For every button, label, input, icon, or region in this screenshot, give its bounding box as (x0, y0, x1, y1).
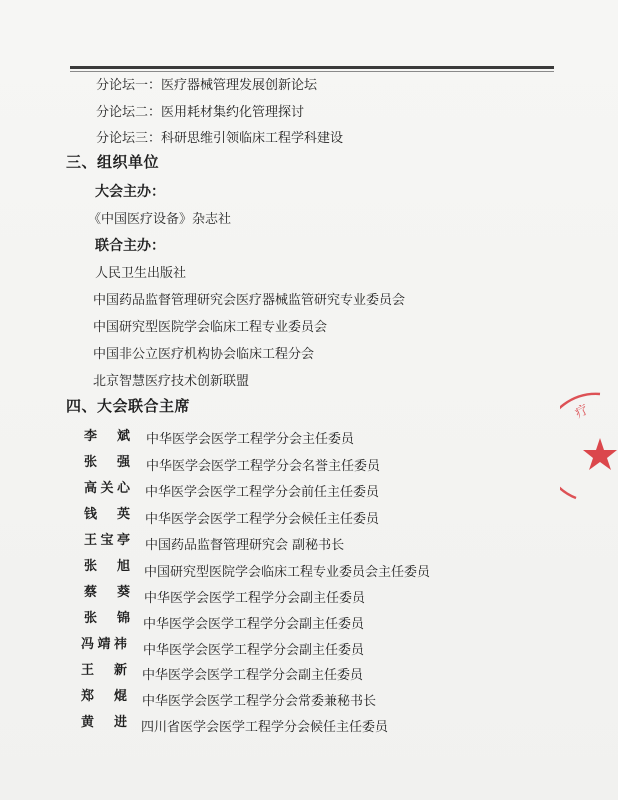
member-name: 冯靖祎 (81, 637, 127, 652)
co-host-4: 中国非公立医疗机构协会临床工程分会 (93, 347, 315, 362)
member-role: 中华医学会医学工程学分会主任委员 (146, 432, 355, 447)
forum-2-text: 医用耗材集约化管理探讨 (161, 105, 305, 120)
seal-star-icon (583, 438, 617, 470)
member-role: 中华医学会医学工程学分会候任主任委员 (145, 512, 380, 527)
co-host-5: 北京智慧医疗技术创新联盟 (93, 374, 250, 389)
member-role: 中华医学会医学工程学分会前任主任委员 (145, 485, 380, 500)
section-3-heading: 三、组织单位 (66, 153, 160, 171)
member-name: 张锦 (84, 611, 130, 626)
header-rule (70, 66, 554, 69)
co-host-label: 联合主办： (95, 238, 165, 254)
member-role: 中国研究型医院学会临床工程专业委员会主任委员 (144, 565, 431, 580)
co-host-2: 中国药品监督管理研究会医疗器械监管研究专业委员会 (93, 293, 406, 308)
co-host-3: 中国研究型医院学会临床工程专业委员会 (93, 320, 328, 335)
forum-3-label: 分论坛三： (96, 131, 162, 146)
forum-1-text: 医疗器械管理发展创新论坛 (161, 78, 318, 93)
forum-2-label: 分论坛二： (96, 105, 162, 120)
member-name: 黄进 (81, 715, 127, 730)
forum-1-label: 分论坛一： (96, 78, 162, 93)
forum-3 (96, 127, 343, 146)
member-name: 王新 (81, 663, 127, 678)
forum-2 (96, 101, 304, 120)
member-name: 蔡葵 (84, 585, 130, 600)
member-role: 中华医学会医学工程学分会常委兼秘书长 (142, 694, 377, 709)
member-role: 中华医学会医学工程学分会副主任委员 (143, 643, 365, 658)
host-label: 大会主办： (95, 184, 165, 200)
member-name: 张旭 (84, 559, 130, 574)
section-4-heading: 四、大会联合主席 (66, 397, 191, 415)
member-name: 王宝亭 (84, 533, 130, 548)
forum-3-text: 科研思维引领临床工程学科建设 (161, 131, 344, 146)
header-rule-thin (70, 71, 554, 72)
host-name: 《中国医疗设备》杂志社 (88, 212, 232, 227)
member-role: 中华医学会医学工程学分会副主任委员 (142, 668, 364, 683)
seal-text: 疗 (572, 402, 592, 422)
member-role: 中华医学会医学工程学分会名誉主任委员 (146, 459, 381, 474)
member-role: 四川省医学会医学工程学分会候任主任委员 (141, 720, 389, 735)
member-name: 郑焜 (81, 689, 127, 704)
member-name: 张强 (84, 455, 130, 470)
member-role: 中国药品监督管理研究会 副秘书长 (145, 538, 345, 553)
member-name: 李斌 (84, 429, 130, 444)
member-role: 中华医学会医学工程学分会副主任委员 (143, 617, 365, 632)
forum-1 (96, 74, 317, 93)
co-host-1: 人民卫生出版社 (95, 266, 187, 281)
official-seal-stamp (560, 388, 618, 508)
member-name: 高关心 (84, 481, 130, 496)
member-role: 中华医学会医学工程学分会副主任委员 (144, 591, 366, 606)
member-name: 钱英 (84, 507, 130, 522)
